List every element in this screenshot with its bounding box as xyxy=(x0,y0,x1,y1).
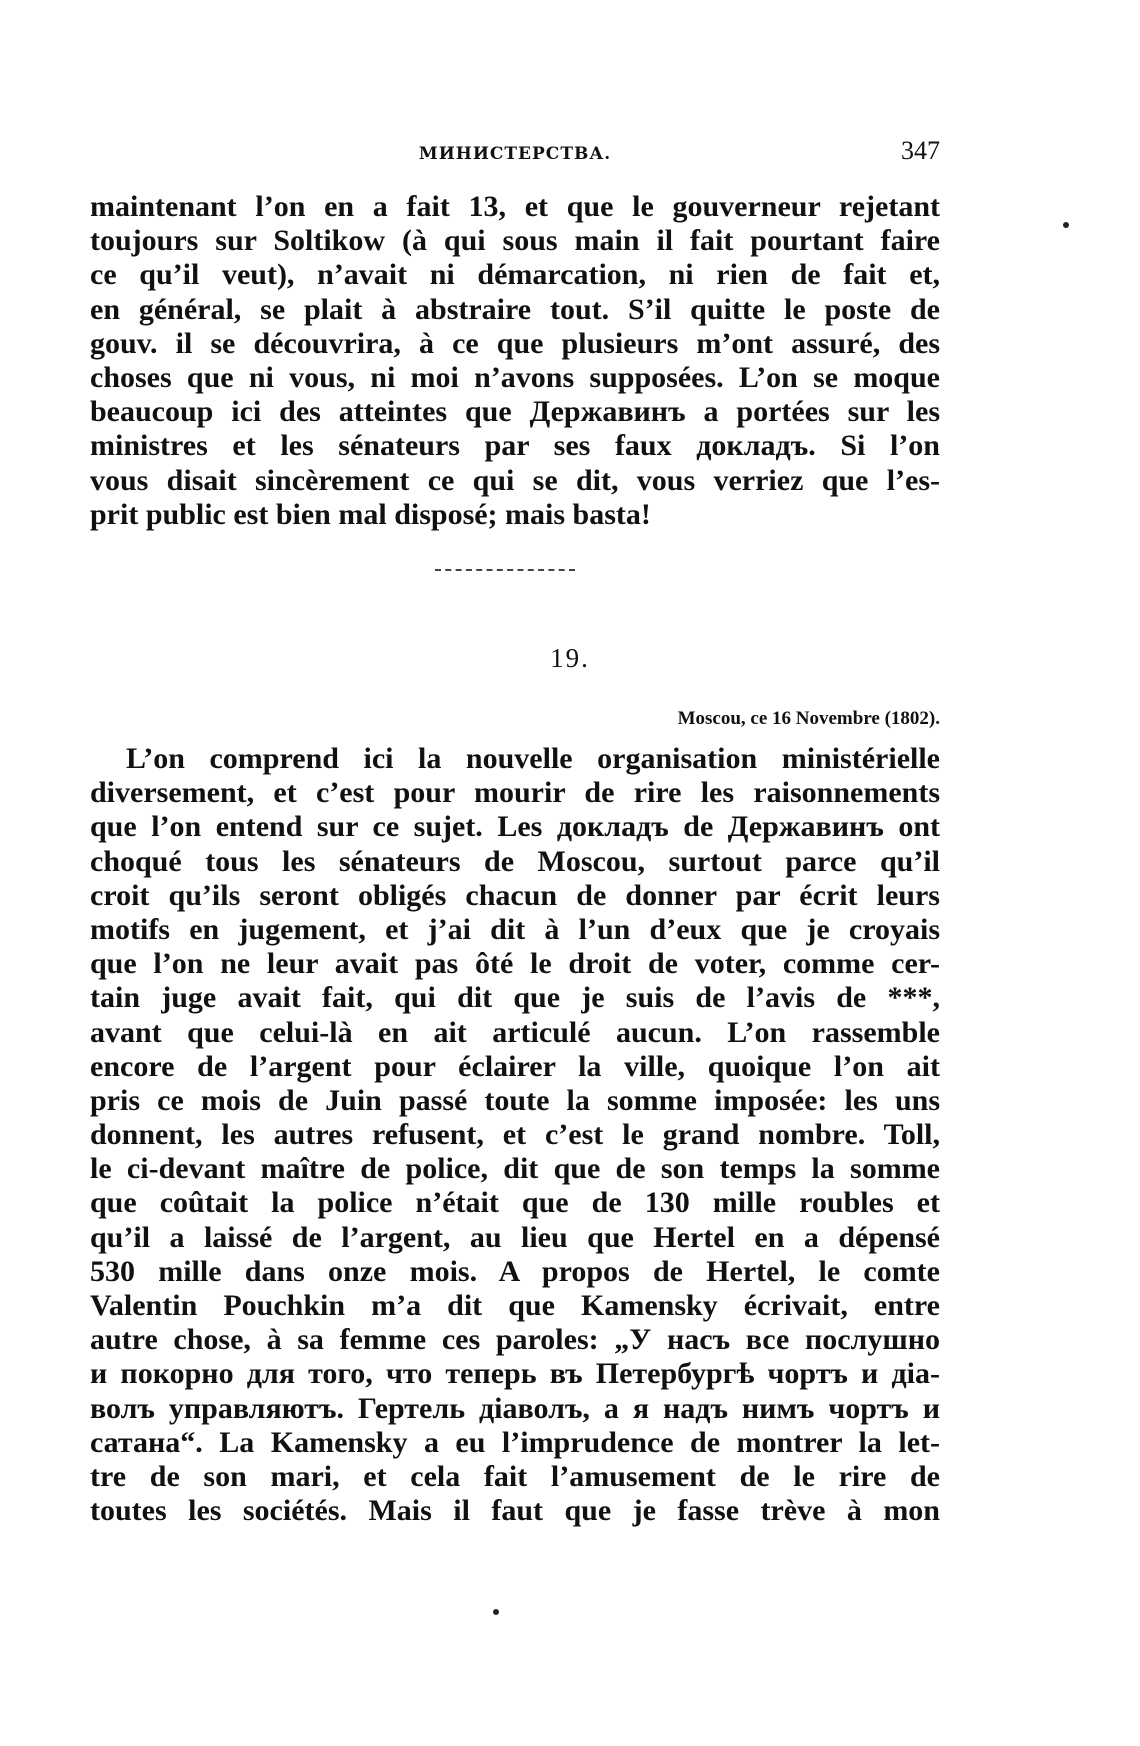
text-line: choqué tous les sénateurs de Moscou, surtout parce qu’il xyxy=(90,844,940,878)
text-line: que l’on entend sur ce sujet. Les докладъ de Державинъ ont xyxy=(90,810,940,844)
text-line: L’on comprend ici la nouvelle organisation ministérielle xyxy=(126,742,940,775)
text-line: gouv. il se découvrira, à ce que plusieurs m’ont assuré, des xyxy=(90,326,940,360)
text-line: vous disait sincèrement ce qui se dit, vous verriez que l’es- xyxy=(90,463,940,497)
text-line: qu’il a laissé de l’argent, au lieu que Hertel en a dépensé xyxy=(90,1220,940,1254)
text-line: ministres et les sénateurs par ses faux докладъ. Si l’on xyxy=(90,429,940,463)
text-line: Valentin Pouchkin m’a dit que Kamensky écrivait, entre xyxy=(90,1289,940,1322)
text-line: croit qu’ils seront obligés chacun de donner par écrit leurs xyxy=(90,878,940,912)
text-line: сатана“. La Kamensky a eu l’imprudence de montrer la let- xyxy=(90,1425,940,1459)
text-line: en général, se plait à abstraire tout. S’il quitte le poste de xyxy=(90,292,940,326)
text-line: encore de l’argent pour éclairer la ville, quoique l’on ait xyxy=(90,1049,940,1083)
text-line: diversement, et c’est pour mourir de rire les raisonnements xyxy=(90,776,940,810)
text-line: tre de son mari, et cela fait l’amusement de le rire de xyxy=(90,1459,940,1493)
text-line: и покорно для того, что теперь въ Петербургѣ чортъ и діа- xyxy=(90,1357,940,1391)
text-line: prit public est bien mal disposé; mais basta! xyxy=(90,497,651,531)
text-line: le ci-devant maître de police, dit que de son temps la somme xyxy=(90,1152,940,1186)
text-line: tain juge avait fait, qui dit que je suis de l’avis de ***, xyxy=(90,981,940,1015)
paragraph-1 xyxy=(90,190,940,532)
text-line: beaucoup ici des atteintes que Державинъ a portées sur les xyxy=(90,395,940,429)
section-number: 19. xyxy=(550,643,590,673)
text-line: волъ управляютъ. Гертель діаволъ, а я надъ нимъ чортъ и xyxy=(90,1391,940,1425)
letter-dateline: Moscou, ce 16 Novembre (1802). xyxy=(677,708,940,729)
text-line: que coûtait la police n’était que de 130 mille roubles et xyxy=(90,1186,940,1220)
text-line: toutes les sociétés. Mais il faut que je fasse trève à mon xyxy=(90,1494,940,1528)
text-line: maintenant l’on en a fait 13, et que le gouverneur rejetant xyxy=(90,190,940,223)
section-separator xyxy=(435,569,575,571)
running-head xyxy=(90,136,940,176)
text-line: ce qu’il veut), n’avait ni démarcation, ni rien de fait et, xyxy=(90,258,940,292)
page-number: 347 xyxy=(901,136,940,165)
text-line: motifs en jugement, et j’ai dit à l’un d’eux que je croyais xyxy=(90,912,940,946)
paragraph-2 xyxy=(90,742,940,1528)
print-speck xyxy=(1063,222,1069,228)
text-line: avant que celui-là en ait articulé aucun. L’on rassemble xyxy=(90,1015,940,1049)
text-line: choses que ni vous, ni moi n’avons supposées. L’on se moque xyxy=(90,360,940,394)
text-line: toujours sur Soltikow (à qui sous main il fait pourtant faire xyxy=(90,224,940,258)
running-title: МИНИСТЕРСТВА. xyxy=(418,144,612,164)
print-speck xyxy=(493,1609,499,1615)
text-line: 530 mille dans onze mois. A propos de Hertel, le comte xyxy=(90,1254,940,1288)
text-line: autre chose, à sa femme ces paroles: „У насъ все послушно xyxy=(90,1323,940,1357)
text-line: que l’on ne leur avait pas ôté le droit de voter, comme cer- xyxy=(90,947,940,981)
text-line: donnent, les autres refusent, et c’est le grand nombre. Toll, xyxy=(90,1118,940,1152)
text-line: pris ce mois de Juin passé toute la somme imposée: les uns xyxy=(90,1083,940,1117)
